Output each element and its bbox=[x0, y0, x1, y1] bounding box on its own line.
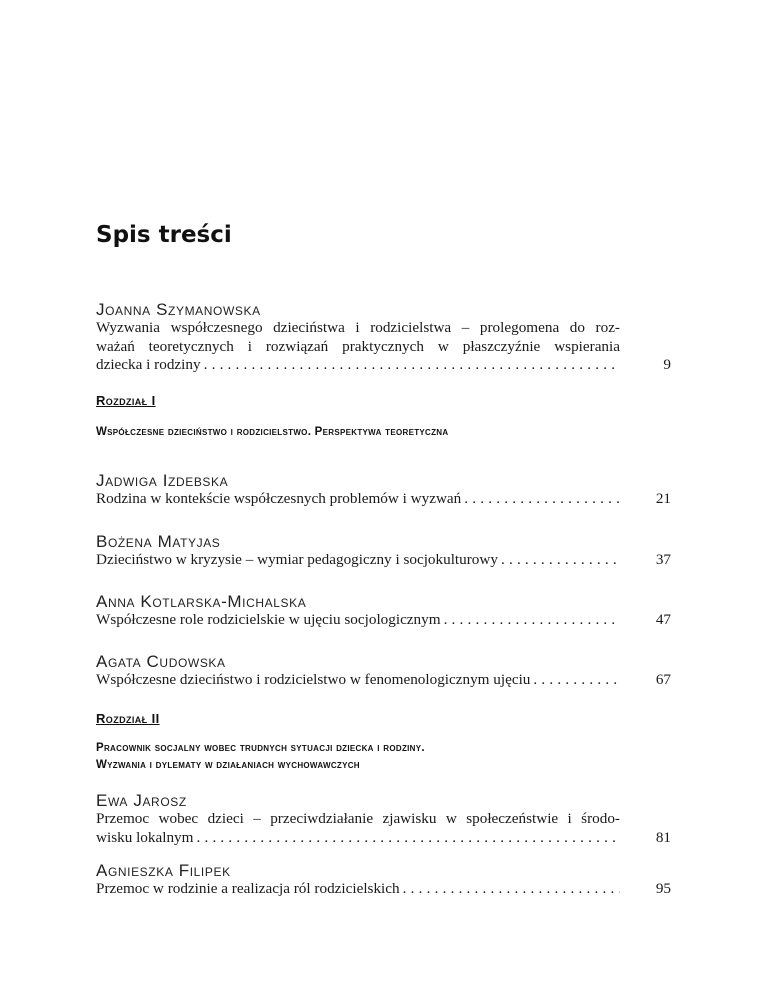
page-number: 21 bbox=[655, 490, 671, 507]
entry-title-text: Współczesne role rodzicielskie w ujęciu socjologicznym bbox=[96, 611, 441, 628]
dot-leader bbox=[444, 611, 620, 630]
entry-title bbox=[96, 319, 620, 375]
chapter-subtitle bbox=[96, 740, 425, 774]
dot-leader bbox=[403, 880, 620, 899]
dot-leader bbox=[464, 490, 620, 509]
entry-title-text: wisku lokalnym bbox=[96, 828, 194, 846]
page-title: Spis treści bbox=[96, 222, 232, 248]
entry-title bbox=[96, 490, 620, 509]
entry-author: Agnieszka Filipek bbox=[96, 861, 231, 880]
entry-author: Jadwiga Izdebska bbox=[96, 471, 229, 490]
entry-title-text: Współczesne dzieciństwo i rodzicielstwo w fenomenologicznym ujęciu bbox=[96, 671, 531, 688]
page-number: 67 bbox=[655, 671, 671, 688]
page-number: 81 bbox=[655, 829, 671, 846]
entry-author: Agata Cudowska bbox=[96, 652, 226, 671]
entry-author: Anna Kotlarska-Michalska bbox=[96, 592, 307, 611]
entry-title bbox=[96, 880, 620, 899]
entry-title-text: Rodzina w kontekście współczesnych problemów i wyzwań bbox=[96, 490, 462, 507]
entry-title-text: Przemoc w rodzinie a realizacja ról rodzicielskich bbox=[96, 880, 400, 897]
page-number: 47 bbox=[655, 611, 671, 628]
entry-title bbox=[96, 671, 620, 690]
page-number: 9 bbox=[663, 356, 671, 373]
entry-title bbox=[96, 551, 620, 570]
dot-leader bbox=[533, 671, 620, 690]
entry-author: Joanna Szymanowska bbox=[96, 300, 261, 319]
entry-author: Ewa Jarosz bbox=[96, 791, 187, 810]
page-number: 37 bbox=[655, 551, 671, 568]
chapter-subtitle-line: Wyzwania i dylematy w działaniach wychowawczych bbox=[96, 759, 360, 771]
chapter-label: Rozdział II bbox=[96, 711, 160, 726]
entry-author: Bożena Matyjas bbox=[96, 532, 221, 551]
entry-title bbox=[96, 810, 620, 847]
chapter-label: Rozdział I bbox=[96, 393, 156, 408]
entry-title-text: Dzieciństwo w kryzysie – wymiar pedagogiczny i socjokulturowy bbox=[96, 551, 498, 568]
entry-title-line: Przemoc wobec dzieci – przeciwdziałanie zjawisku w społeczeństwie i środo- bbox=[96, 810, 620, 827]
dot-leader bbox=[196, 829, 620, 848]
dot-leader bbox=[204, 356, 620, 375]
dot-leader bbox=[501, 551, 620, 570]
entry-title-line: ważań teoretycznych i rozwiązań praktycznych w płaszczyźnie wspierania bbox=[96, 337, 620, 355]
chapter-subtitle-line: Pracownik socjalny wobec trudnych sytuacji dziecka i rodziny. bbox=[96, 742, 425, 754]
entry-title-line bbox=[96, 356, 620, 375]
entry-title-line: Wyzwania współczesnego dzieciństwa i rodzicielstwa – prolegomena do roz- bbox=[96, 319, 620, 336]
entry-title bbox=[96, 611, 620, 630]
entry-title-text: dziecka i rodziny bbox=[96, 356, 201, 374]
chapter-subtitle: Współczesne dzieciństwo i rodzicielstwo. Perspektywa teoretyczna bbox=[96, 426, 449, 438]
page-number: 95 bbox=[655, 880, 671, 897]
